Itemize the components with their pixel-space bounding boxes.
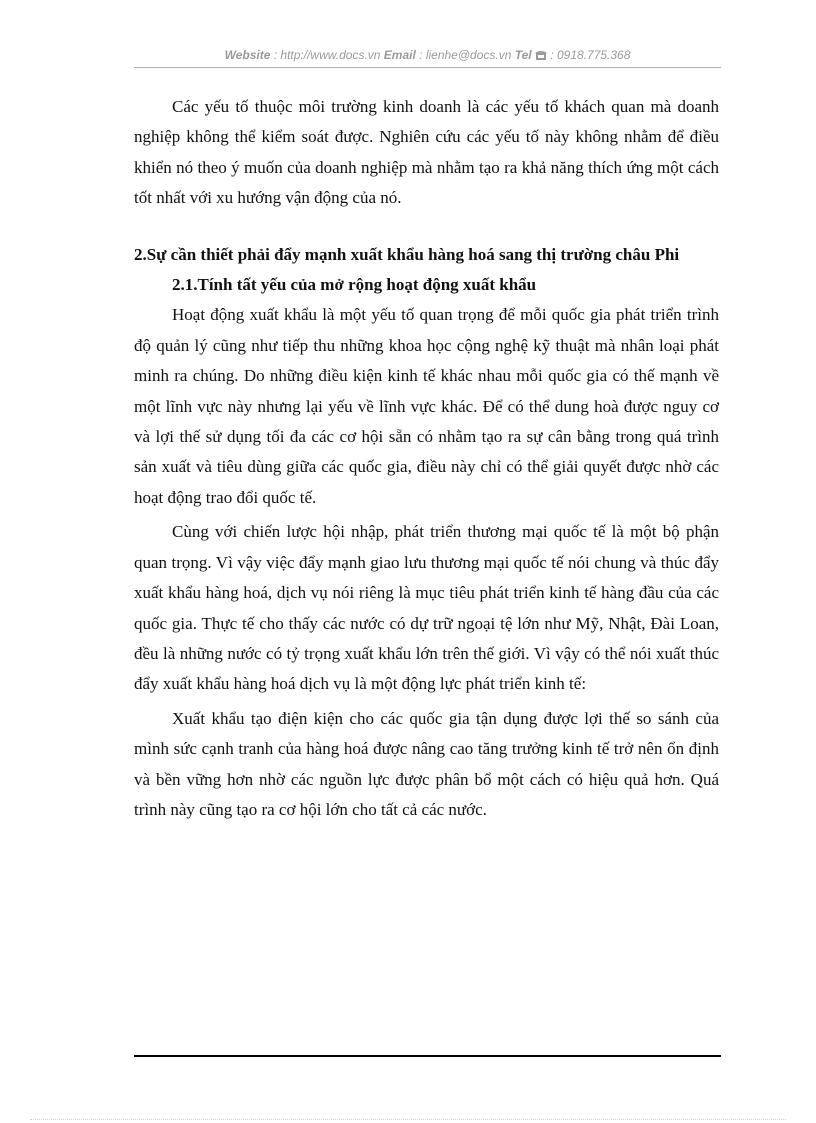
header-divider	[134, 67, 721, 68]
website-label: Website	[224, 48, 271, 62]
paragraph-export-importance: Hoạt động xuất khẩu là một yếu tố quan trọng để mỗi quốc gia phát triển trình độ quản lý cũng như tiếp thu những khoa học cộng nghệ kỹ thuật mà nhân loại phát minh ra chúng. Do những điều kiện kinh tế khác nhau mỗi quốc gia có thế mạnh về một lĩnh vực này nhưng lại yếu về lĩnh vực khác. Để có thể dung hoà được nguy cơ và lợi thế sử dụng tối đa các cơ hội sẵn có nhằm tạo ra sự cân bằng trong quá trình sản xuất và tiêu dùng giữa các quốc gia, điều này chỉ có thể giải quyết được nhờ các hoạt động trao đổi quốc tế.	[134, 305, 719, 507]
page-header	[134, 48, 721, 63]
email-value[interactable]: : lienhe@docs.vn	[419, 48, 512, 62]
section-heading: 2.Sự cần thiết phải đẩy mạnh xuất khẩu hàng hoá sang thị trường châu Phi	[134, 244, 680, 264]
tel-value: : 0918.775.368	[550, 48, 631, 62]
paragraph-integration-strategy: Cùng với chiến lược hội nhập, phát triển thương mại quốc tế là một bộ phận quan trọng. Vì vậy việc đẩy mạnh giao lưu thương mại quốc tế nói chung và thúc đẩy xuất khẩu hàng hoá, dịch vụ nói riêng là mục tiêu phát triển kinh tế hàng đầu của các quốc gia. Thực tế cho thấy các nước có dự trữ ngoại tệ lớn như Mỹ, Nhật, Đài Loan, đều là những nước có tỷ trọng xuất khẩu lớn trên thế giới. Vì vậy có thể nói xuất thúc đẩy xuất khẩu hàng hoá dịch vụ là một động lực phát triển kinh tế:	[134, 522, 719, 694]
document-body	[134, 92, 719, 829]
paragraph-export-benefits: Xuất khẩu tạo điện kiện cho các quốc gia tận dụng được lợi thế so sánh của mình sức cạnh tranh của hàng hoá được nâng cao tăng trưởng kinh tế trở nên ổn định và bền vững hơn nhờ các nguồn lực được phân bổ một cách có hiệu quả hơn. Quá trình này cũng tạo ra cơ hội lớn cho tất cả các nước.	[134, 708, 719, 819]
phone-icon	[535, 49, 547, 63]
tel-label: Tel	[514, 48, 532, 62]
email-label: Email	[383, 48, 416, 62]
subsection-heading: 2.1.Tính tất yếu của mở rộng hoạt động xuất khẩu	[172, 275, 537, 295]
website-value[interactable]: : http://www.docs.vn	[273, 48, 381, 62]
footer-divider	[134, 1055, 721, 1057]
page-bottom-border	[30, 1119, 786, 1120]
paragraph-business-environment: Các yếu tố thuộc môi trường kinh doanh là các yếu tố khách quan mà doanh nghiệp không thể kiểm soát được. Nghiên cứu các yếu tố này không nhằm để điều khiển nó theo ý muốn của doanh nghiệp mà nhằm tạo ra khả năng thích ứng một cách tốt nhất với xu hướng vận động của nó.	[134, 97, 719, 208]
